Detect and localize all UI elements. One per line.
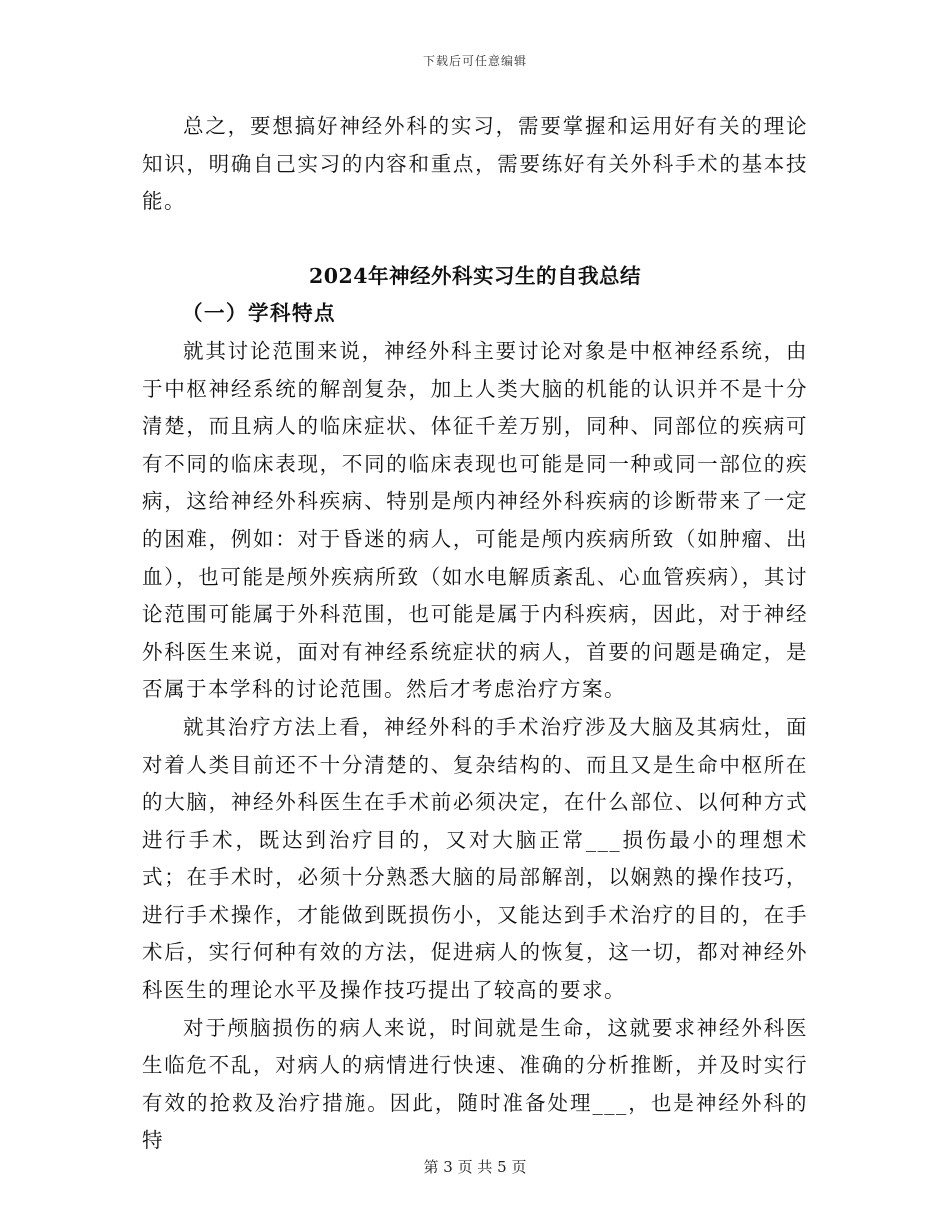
page-footer: 第 3 页 共 5 页 (423, 1158, 527, 1176)
body-paragraph-1: 就其讨论范围来说，神经外科主要讨论对象是中枢神经系统，由于中枢神经系统的解剖复杂，加上人类大脑的机能的认识并不是十分清楚，而且病人的临床症状、体征千差万别，同种、同部位的疾病可有不同的临床表现，不同的临床表现也可能是同一种或同一部位的疾病，这给神经外科疾病、特别是颅内神经外科疾病的诊断带来了一定的困难，例如：对于昏迷的病人，可能是颅内疾病所致（如肿瘤、出血），也可能是颅外疾病所致（如水电解质紊乱、心血管疾病），其讨论范围可能属于外科范围，也可能是属于内科疾病，因此，对于神经外科医生来说，面对有神经系统症状的病人，首要的问题是确定，是否属于本学科的讨论范围。然后才考虑治疗方案。 (142, 338, 808, 702)
document-title: 2024年神经外科实习生的自我总结 (308, 263, 642, 288)
page-header: 下载后可任意编辑 (422, 54, 527, 68)
body-paragraph-3: 对于颅脑损伤的病人来说，时间就是生命，这就要求神经外科医生临危不乱，对病人的病情进行快速、准确的分析推断，并及时实行有效的抢救及治疗措施。因此，随时准备处理___，也是神经外科的特 (142, 1015, 808, 1153)
intro-paragraph: 总之，要想搞好神经外科的实习，需要掌握和运用好有关的理论知识，明确自己实习的内容和重点，需要练好有关外科手术的基本技能。 (142, 114, 808, 214)
section-heading: （一）学科特点 (182, 301, 336, 326)
body-paragraph-2: 就其治疗方法上看，神经外科的手术治疗涉及大脑及其病灶，面对着人类目前还不十分清楚的、复杂结构的、而且又是生命中枢所在的大脑，神经外科医生在手术前必须决定，在什么部位、以何种方式进行手术，既达到治疗目的，又对大脑正常___损伤最小的理想术式；在手术时，必须十分熟悉大脑的局部解剖，以娴熟的操作技巧，进行手术操作，才能做到既损伤小，又能达到手术治疗的目的，在手术后，实行何种有效的方法，促进病人的恢复，这一切，都对神经外科医生的理论水平及操作技巧提出了较高的要求。 (142, 714, 808, 1003)
document-body (142, 108, 808, 1160)
spacer (142, 221, 808, 258)
